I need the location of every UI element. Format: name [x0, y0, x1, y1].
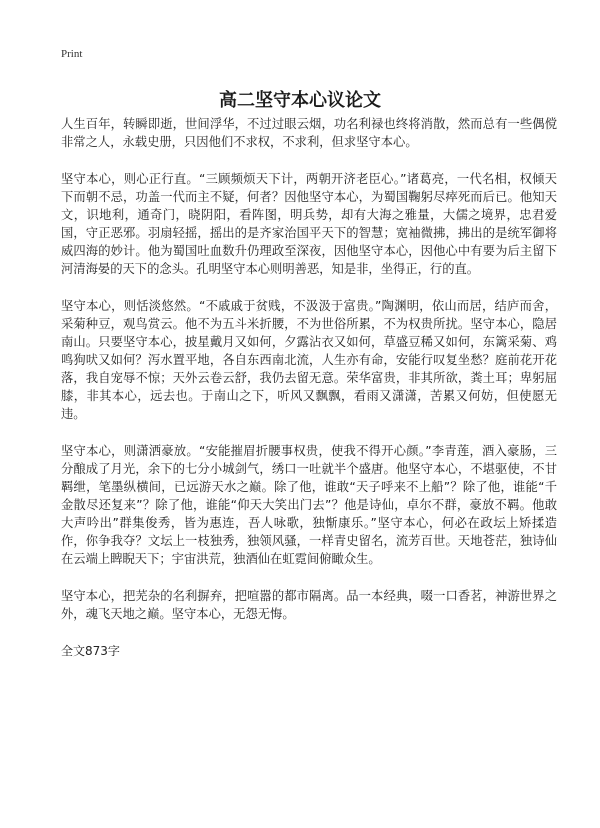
paragraph-li-bai: 坚守本心，则潇洒豪放。“安能摧眉折腰事权贵，使我不得开心颜。”李青莲，酒入豪肠，三分酿成了月光，余下的七分小城剑气，绣口一吐就半个盛唐。他坚守本心，不堪驱使，不甘羁绁，笔墨纵横间，已远游天水之巅。除了他，谁敢“天子呼来不上船”？除了他，谁能“千金散尽还复来”？除了他，谁能“仰天大笑出门去”？他是诗仙，卓尔不群，豪放不羁。他敢大声吟出”群集俊秀，皆为惠连，吾人咏歌，独惭康乐。”坚守本心，何必在政坛上矫揉造作，你争我夺？文坛上一枝独秀，独领风骚，一样青史留名，流芳百世。天地苍茫，独诗仙在云端上睥睨天下；宇宙洪荒，独酒仙在虹霓间俯瞰众生。: [61, 444, 557, 566]
document-title: 高二坚守本心议论文: [219, 90, 381, 111]
print-link[interactable]: Print: [61, 48, 83, 60]
paragraph-tao-yuanming: 坚守本心，则恬淡悠然。“不戚戚于贫贱，不汲汲于富贵。”陶渊明，依山而居，结庐而舍，采菊种豆，观鸟赏云。他不为五斗米折腰，不为世俗所累，不为权贵所扰。坚守本心，隐居南山。只要坚守本心，披星戴月又如何，夕露沾衣又如何，草盛豆稀又如何，东篱采菊、鸡鸣狗吠又如何？泻水置平地，各自东西南北流，人生亦有命，安能行叹复坐愁？庭前花开花落，我自宠辱不惊；天外云卷云舒，我仍去留无意。荣华富贵，非其所欲，粪土耳；卑躬屈膝，非其本心，远去也。于南山之下，听风又飘飘，看雨又潇潇，苦累又何妨，但使愿无违。: [61, 299, 557, 421]
paragraph-intro: 人生百年，转瞬即逝，世间浮华，不过过眼云烟，功名利禄也终将消散，然而总有一些偶傥非常之人，永载史册，只因他们不求权，不求利，但求坚守本心。: [61, 117, 557, 149]
paragraph-zhuge-liang: 坚守本心，则心正行直。“三顾频烦天下计，两朝开济老臣心。”诸葛亮，一代名相，权倾天下而朝不忌，功盖一代而主不疑，何者？因他坚守本心，为蜀国鞠躬尽瘁死而后已。他知天文，识地利，通奇门，晓阴阳，看阵图，明兵势，却有大海之雅量，大儒之境界，忠君爱国，守正恶邪。羽扇轻摇，摇出的是齐家治国平天下的智慧；宽袖微拂，拂出的是统军御将威四海的妙计。他为蜀国吐血数升仍理政至深夜，因他坚守本心，因他心中有要为后主留下河清海晏的天下的念头。孔明坚守本心则明善恶，知是非，坐得正，行的直。: [61, 172, 557, 276]
word-count: 全文873字: [61, 644, 120, 658]
document-body: [61, 115, 557, 660]
paragraph-conclusion: 坚守本心，把芜杂的名利摒弃，把喧嚣的都市隔离。品一本经典，啜一口香茗，神游世界之外，魂飞天地之巅。坚守本心，无怨无悔。: [61, 589, 557, 621]
